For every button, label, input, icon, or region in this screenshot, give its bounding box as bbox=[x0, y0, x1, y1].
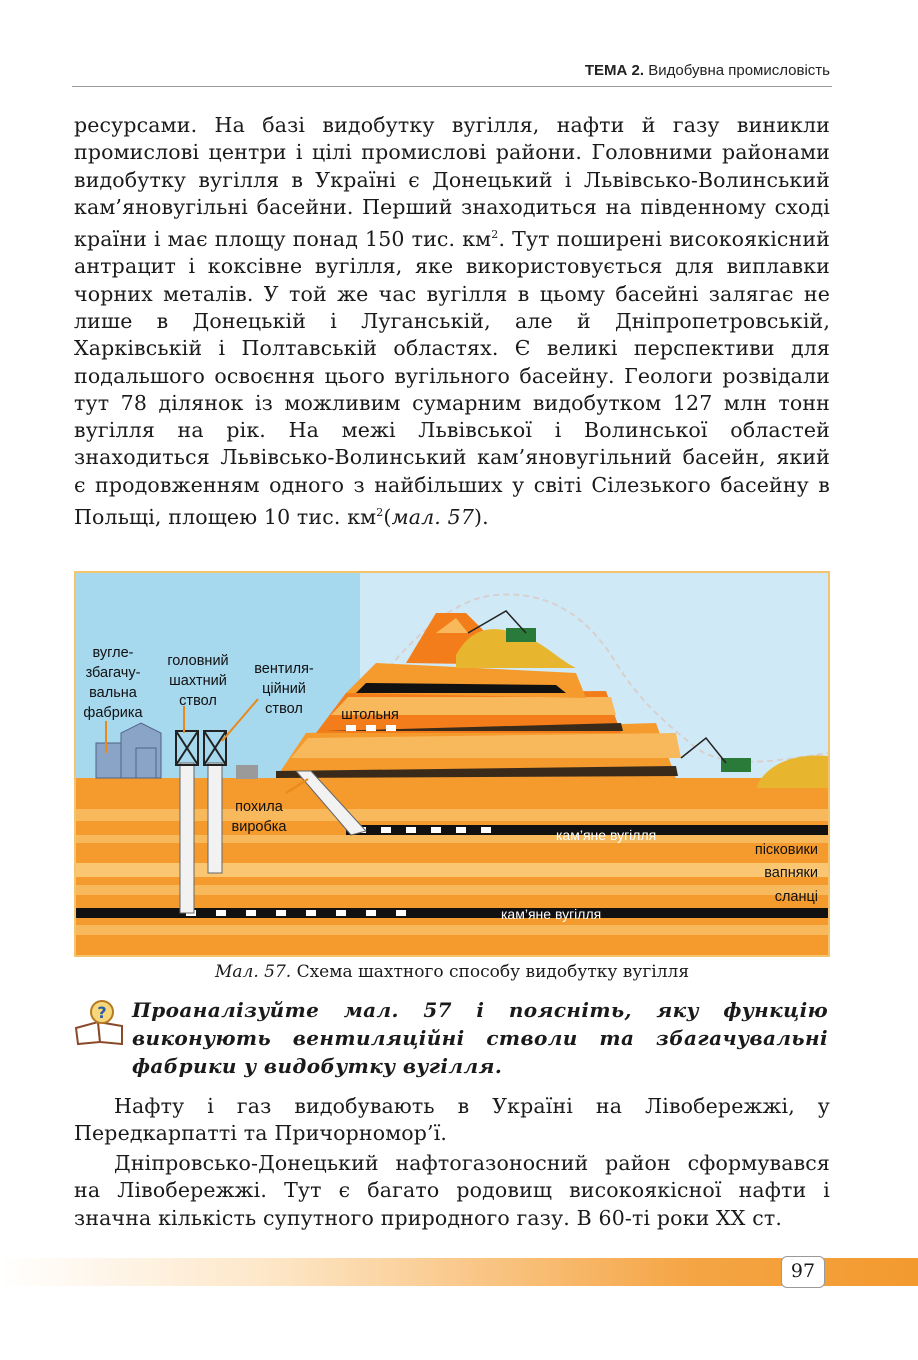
label-incline-2: виробка bbox=[231, 819, 287, 835]
label-main-shaft-1: головний bbox=[167, 653, 229, 669]
label-incline-1: похила bbox=[235, 799, 283, 815]
label-sandstone: пісковики bbox=[754, 842, 818, 858]
paragraph-1 bbox=[74, 112, 830, 531]
label-adit: штольня bbox=[341, 707, 399, 723]
label-vent-shaft-3: ствол bbox=[265, 701, 303, 717]
svg-text:?: ? bbox=[97, 1003, 107, 1022]
page-number: 97 bbox=[781, 1256, 825, 1288]
mine-diagram bbox=[74, 571, 830, 957]
label-plant-1: вугле- bbox=[92, 645, 134, 661]
theme-label: ТЕМА 2. bbox=[584, 62, 645, 79]
label-shale: сланці bbox=[774, 889, 818, 905]
label-coal-lower: кам’яне вугілля bbox=[501, 906, 602, 922]
paragraph-1-text-a: ресурсами. На базі видобутку вугілля, нафти й газу виникли промислові центри і цілі промислові райони. Головними районами видобутку вугілля в Україні є Донецький і Львівсько-Волинський кам’яновугільні басейни. Перший знаходиться на південному сході країни і має площу понад 150 тис. км bbox=[74, 113, 830, 252]
label-main-shaft-2: шахтний bbox=[169, 673, 227, 689]
paragraph-1-text-b: . Тут поширені високоякісний антрацит і коксівне вугілля, яке використовується для виплавки чорних металів. У той же час вугілля в цьому басейні залягає не лише в Донецькій і Луганській, але й Дніпропетровській, Харківській і Полтавській областях. Є великі перспективи для подальшого освоєння цього вугільного басейну. Геологи розвідали тут 78 ділянок із можливим сумарним видобутком 127 млн тонн вугілля на рік. На межі Львівської і Волинської областей знаходиться Львівсько-Волинський кам’яновугільний басейн, який є продовженням одного з найбільших у світі Сілезького басейну в Польщі, площею 10 тис. км bbox=[74, 227, 830, 529]
figure-caption bbox=[74, 962, 830, 982]
label-main-shaft-3: ствол bbox=[179, 693, 217, 709]
label-coal-upper: кам’яне вугілля bbox=[556, 827, 657, 843]
label-vent-shaft-2: ційний bbox=[262, 681, 306, 697]
theme-title: Видобувна промисловість bbox=[648, 62, 830, 79]
task-text: Проаналізуйте мал. 57 і поясніть, яку функцію виконують вентиляційні стволи та збагачувальні фабрики у видобутку вугілля. bbox=[132, 998, 828, 1078]
label-plant-2: збагачу- bbox=[85, 665, 141, 681]
paragraph-1-text-d: ). bbox=[474, 504, 489, 529]
superscript-2-a: 2 bbox=[491, 228, 499, 242]
running-header bbox=[585, 62, 830, 79]
caption-text: Схема шахтного способу видобутку вугілля bbox=[296, 962, 690, 982]
figure-reference: мал. 57 bbox=[391, 504, 475, 529]
label-limestone: вапняки bbox=[764, 865, 818, 881]
header-rule bbox=[72, 86, 832, 87]
superscript-2-b: 2 bbox=[376, 505, 384, 519]
label-plant-3: вальна bbox=[89, 685, 137, 701]
caption-prefix: Мал. 57. bbox=[214, 962, 292, 982]
label-plant-4: фабрика bbox=[83, 705, 143, 721]
label-vent-shaft-1: вентиля- bbox=[254, 661, 314, 677]
question-book-icon bbox=[72, 998, 128, 1046]
paragraph-1-text-c: ( bbox=[383, 504, 392, 529]
paragraph-2: Нафту і газ видобувають в Україні на Лівобережжі, у Передкарпатті та Причорномор’ї. bbox=[74, 1094, 830, 1146]
paragraph-3: Дніпровсько-Донецький нафтогазоносний район сформувався на Лівобережжі. Тут є багато родовищ високоякісної нафти і значна кількість супутного природного газу. В 60-ті роки ХХ ст. bbox=[74, 1151, 830, 1230]
